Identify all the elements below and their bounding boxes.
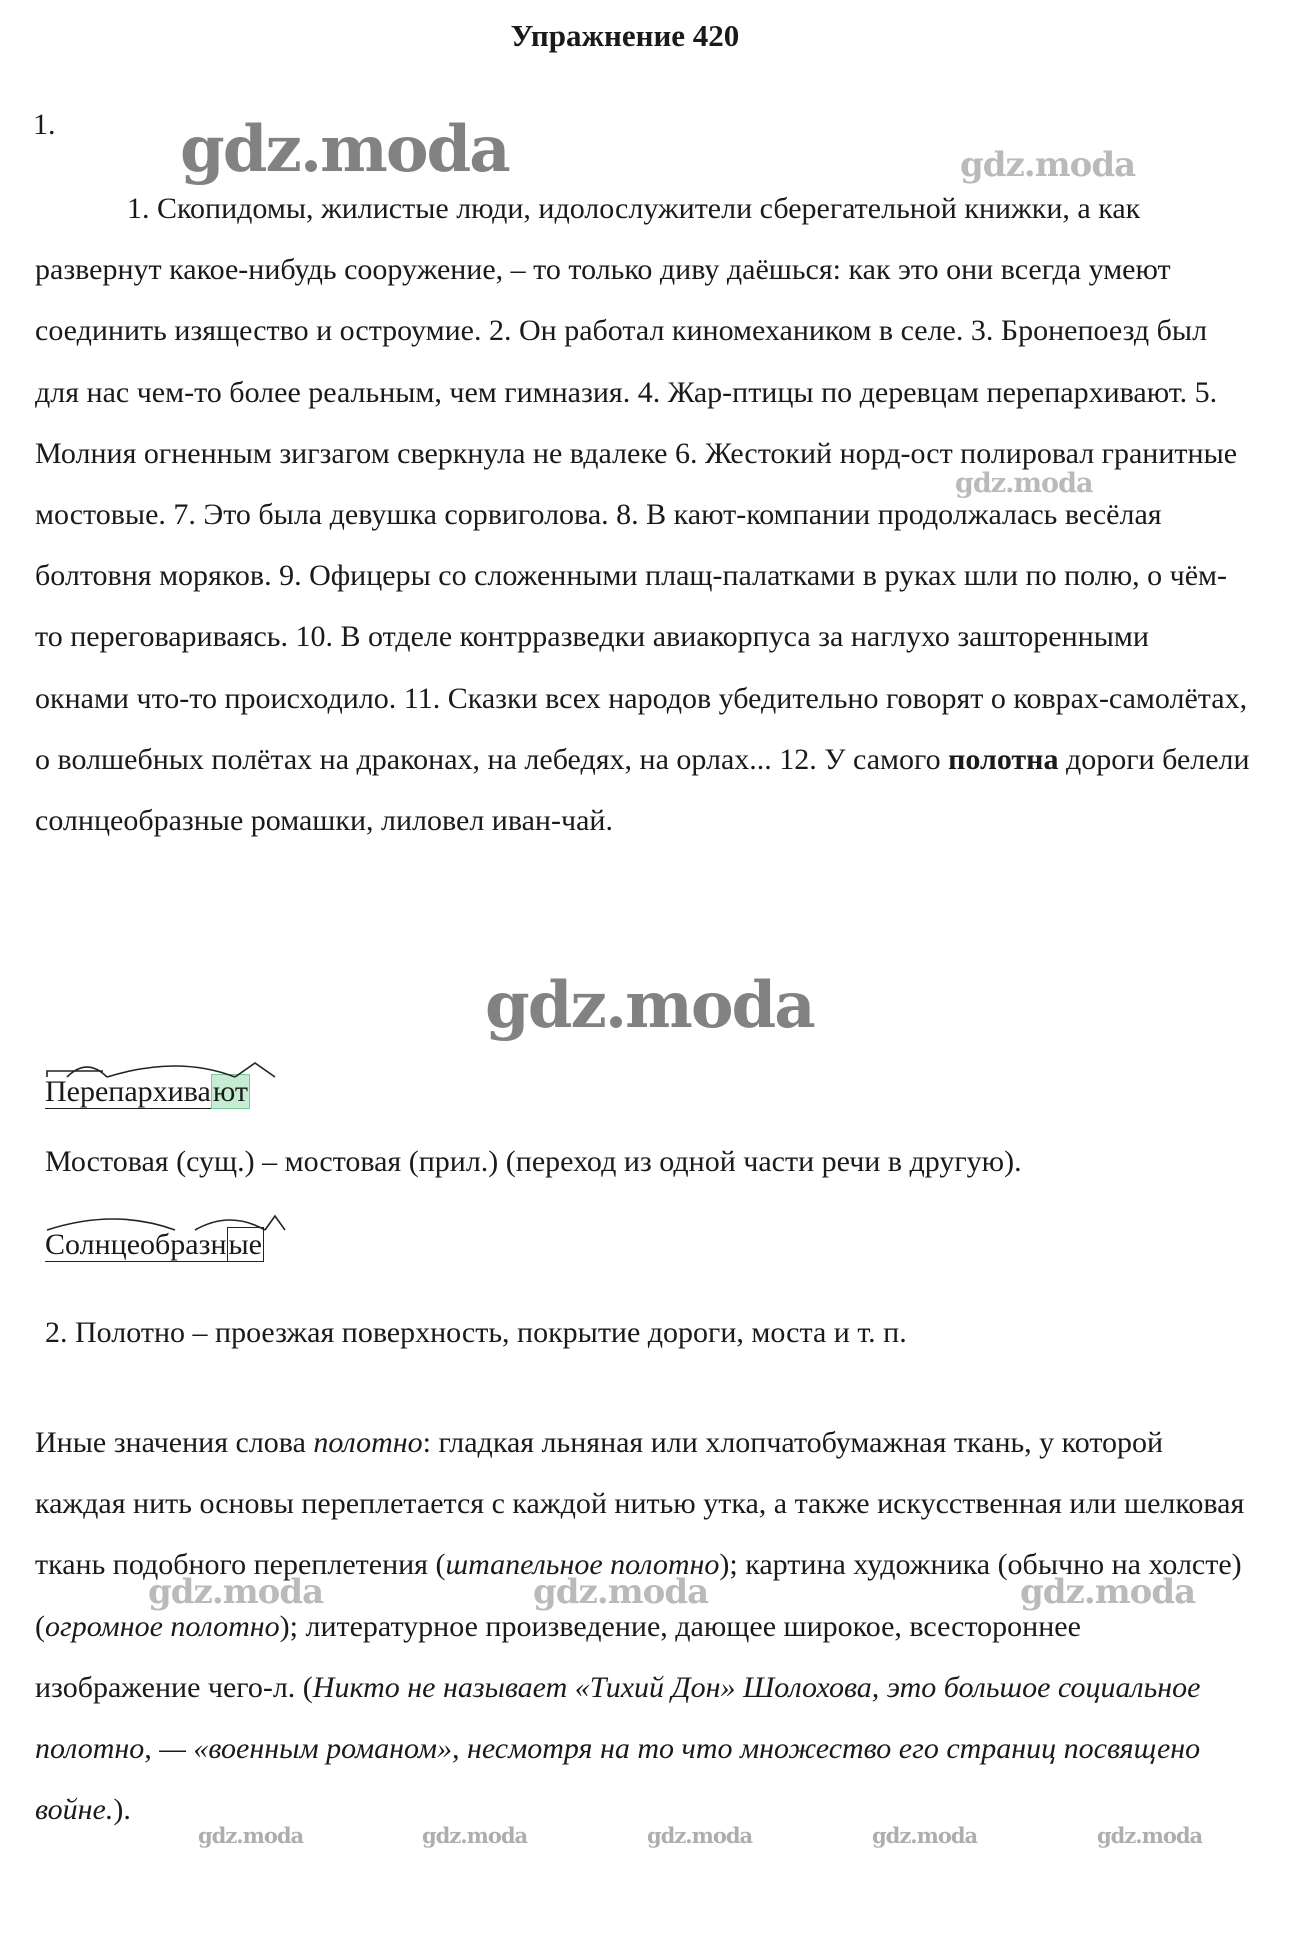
example-2: огромное полотно — [45, 1609, 280, 1643]
bold-word: полотна — [948, 742, 1059, 776]
example-1: штапельное полотно — [445, 1548, 720, 1582]
definition-polotno: 2. Полотно – проезжая поверхность, покрытие дороги, моста и т. п. — [45, 1316, 907, 1349]
example-3: Никто не называет «Тихий Дон» Шолохова, это большое социальное полотно, — «военным романом», несмотря на то что множество его страниц посвящено войне. — [35, 1670, 1201, 1827]
meanings-intro: Иные значения слова — [35, 1426, 306, 1459]
word-ending-2: ые — [228, 1228, 262, 1261]
watermark: gdz.moda — [960, 145, 1136, 185]
morpheme-word-2 — [45, 1228, 264, 1262]
exercise-title: Упражнение 420 — [510, 18, 740, 53]
watermark: gdz.moda — [198, 1823, 304, 1848]
morpheme-analysis-1 — [45, 1075, 250, 1109]
meanings-paragraph — [35, 1412, 1250, 1840]
watermark: gdz.moda — [955, 468, 1093, 499]
watermark: gdz.moda — [872, 1823, 978, 1848]
meaning-text-1: : гладкая льняная или хлопчатобумажная ткань, у которой каждая нить основы переплетается с каждой нитью утка, а также искусственная или шелковая ткань подобного переплетения ( — [35, 1426, 1245, 1582]
morpheme-analysis-2 — [45, 1228, 264, 1262]
meaning-text-3: ); литературное произведение, дающее широкое, всестороннее изображение чего-л. ( — [35, 1609, 1081, 1704]
word-stem-1: Перепархива — [45, 1075, 211, 1108]
term-word: полотно — [313, 1426, 423, 1459]
meaning-text-4: ). — [113, 1793, 131, 1827]
sentences-text-end: дороги белели солнцеобразные ромашки, лиловел иван-чай. — [35, 742, 1250, 838]
watermark: gdz.moda — [647, 1823, 753, 1848]
watermark: gdz.moda — [148, 1572, 324, 1612]
watermark: gdz.moda — [533, 1572, 709, 1612]
meaning-text-2: ); картина художника (обычно на холсте) ( — [35, 1548, 1242, 1643]
section-number: 1. — [33, 108, 56, 141]
watermark: gdz.moda — [1020, 1572, 1196, 1612]
watermark: gdz.moda — [180, 112, 509, 187]
word-ending-1: ют — [212, 1075, 248, 1108]
word-stem-2: Солнцеобразн — [45, 1228, 227, 1261]
note-mostovaya: Мостовая (сущ.) – мостовая (прил.) (переход из одной части речи в другую). — [45, 1145, 1022, 1178]
exercise-text — [35, 178, 1250, 851]
morpheme-word-1 — [45, 1075, 250, 1109]
watermark: gdz.moda — [485, 968, 814, 1043]
watermark: gdz.moda — [1097, 1823, 1203, 1848]
watermark: gdz.moda — [422, 1823, 528, 1848]
sentences-text: 1. Скопидомы, жилистые люди, идолослужители сберегательной книжки, а как развернут какое-нибудь сооружение, – то только диву даёшься: как это они всегда умеют соединить изящество и остроумие. 2. Он работал киномехаником в селе. 3. Бронепоезд был для нас чем-то более реальным, чем гимназия. 4. Жар-птицы по деревцам перепархивают. 5. Молния огненным зигзагом сверкнула не вдалеке 6. Жестокий норд-ост полировал гранитные мостовые. 7. Это была девушка сорвиголова. 8. В кают-компании продолжалась весёлая болтовня моряков. 9. Офицеры со сложенными плащ-палатками в руках шли по полю, о чём-то переговариваясь. 10. В отделе контрразведки авиакорпуса за наглухо зашторенными окнами что-то происходило. 11. Сказки всех народов убедительно говорят о коврах-самолётах, о волшебных полётах на драконах, на лебедях, на орлах... 12. У самого — [35, 192, 1248, 776]
